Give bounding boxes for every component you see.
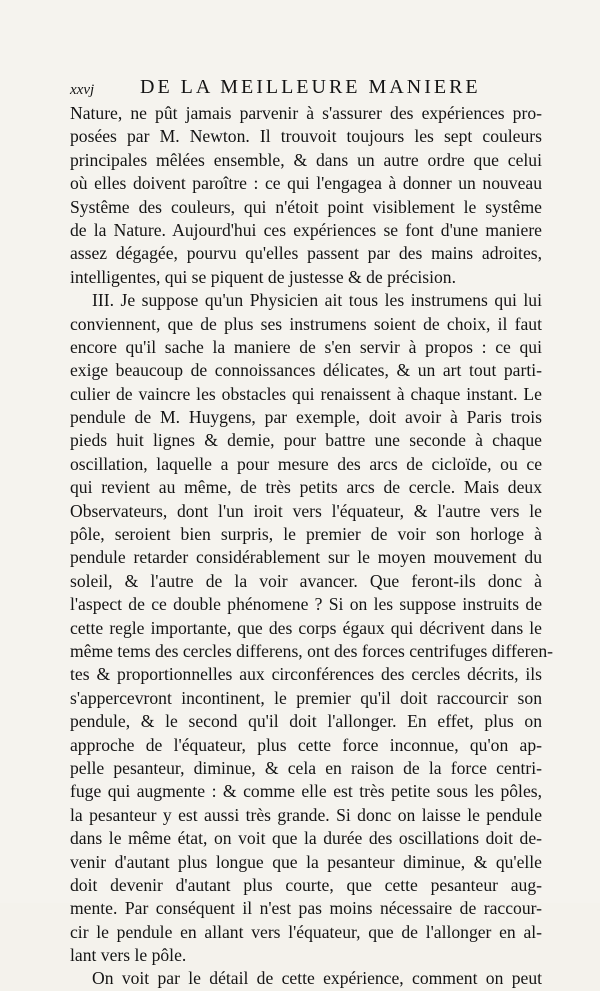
text-line: On voit par le détail de cette expérience, comment on peut [92,968,542,989]
text-line: encore qu'il sache la maniere de s'en servir à propos : ce qui [70,336,542,357]
text-line: Systême des couleurs, qui n'étoit point visiblement le systême [70,196,542,217]
text-line: pendule retarder considérablement sur le moyen mouvement du [70,547,542,568]
text-line: pieds huit lignes & demie, pour battre une seconde à chaque [70,430,542,451]
text-line: cir le pendule en allant vers l'équateur, que de l'allonger en al- [70,921,542,942]
text-line: venir d'autant plus longue que la pesanteur diminue, & qu'elle [70,851,542,872]
text-line: qui revient au même, de très petits arcs de cercle. Mais deux [70,477,542,498]
text-line: assez dégagée, pourvu qu'elles passent par des mains adroites, [70,243,542,264]
text-line: l'aspect de ce double phénomene ? Si on les suppose instruits de [70,594,542,615]
text-line: III. Je suppose qu'un Physicien ait tous les instrumens qui lui [92,290,542,311]
text-line: conviennent, que de plus ses instrumens soient de choix, il faut [70,313,542,334]
text-line: la pesanteur y est aussi très grande. Si donc on laisse le pendule [70,804,542,825]
page-header [0,70,600,100]
text-line: pendule, & le second qu'il doit l'allonger. En effet, plus on [70,711,542,732]
text-line: s'appercevront incontinent, le premier qu'il doit raccourcir son [70,687,542,708]
text-line: pendule de M. Huygens, par exemple, doit avoir à Paris trois [70,407,542,428]
text-line: culier de vaincre les obstacles qui renaissent à chaque instant. Le [70,383,542,404]
text-line: même tems des cercles differens, ont des forces centrifuges differen- [70,640,553,661]
running-title: DE LA MEILLEURE MANIERE [140,76,481,98]
text-line: mente. Par conséquent il n'est pas moins nécessaire de raccour- [70,898,542,919]
text-line: pelle pesanteur, diminue, & cela en raison de la force centri- [70,757,542,778]
text-line: posées par M. Newton. Il trouvoit toujours les sept couleurs [70,126,542,147]
text-line: où elles doivent paroître : ce qui l'engagea à donner un nouveau [70,173,542,194]
text-line: Observateurs, dont l'un iroit vers l'équateur, & l'autre vers le [70,500,542,521]
text-line: soleil, & l'autre de la voir avancer. Que feront-ils donc à [70,570,542,591]
text-line: doit devenir d'autant plus courte, que cette pesanteur aug- [70,874,542,895]
text-line: oscillation, laquelle a pour mesure des arcs de cicloïde, ou ce [70,453,542,474]
text-line: lant vers le pôle. [70,945,187,966]
text-line: approche de l'équateur, plus cette force inconnue, qu'on ap- [70,734,542,755]
text-line: pôle, seroient bien surpris, le premier de voir son horloge à [70,524,542,545]
text-line: cette regle importante, que des corps égaux qui décrivent dans le [70,617,542,638]
text-line: intelligentes, qui se piquent de justesse & de précision. [70,266,457,287]
text-line: de la Nature. Aujourd'hui ces expériences se font d'une maniere [70,219,542,240]
text-line: tes & proportionnelles aux circonférences des cercles décrits, ils [70,664,542,685]
text-line: fuge qui augmente : & comme elle est très petite sous les pôles, [70,781,542,802]
page-number: xxvj [70,82,95,98]
text-line: dans le même état, on voit que la durée des oscillations doit de- [70,828,542,849]
text-line: principales mêlées ensemble, & dans un autre ordre que celui [70,149,542,170]
text-line: Nature, ne pût jamais parvenir à s'assurer des expériences pro- [70,103,542,123]
text-line: exige beaucoup de connoissances délicates, & un art tout parti- [70,360,542,381]
body-text [70,102,553,991]
